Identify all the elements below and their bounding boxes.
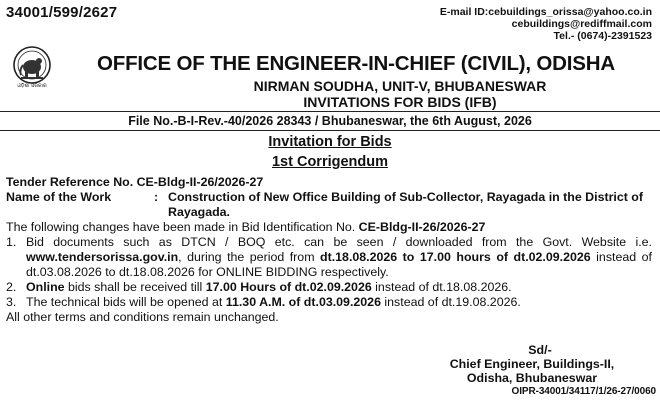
item-number: 2. — [6, 280, 17, 294]
changes-intro — [6, 220, 652, 235]
office-address: NIRMAN SOUDHA, UNIT-V, BHUBANESWAR — [253, 78, 547, 94]
divider — [0, 130, 660, 131]
online-label: Online — [26, 280, 65, 294]
bid-deadline: 17.00 Hours of dt.02.09.2026 — [205, 280, 372, 294]
email-line-2: cebuildings@rediffmail.com — [511, 18, 652, 30]
tender-reference: Tender Reference No. CE-Bldg-II-26/2026-27 — [6, 175, 264, 189]
bid-opening-time: 11.30 A.M. of dt.03.09.2026 — [225, 295, 381, 309]
file-number-line: File No.-B-I-Rev.-40/2026 28343 / Bhubaneswar, the 6th August, 2026 — [128, 114, 532, 128]
work-label: Name of the Work — [6, 190, 112, 204]
work-name: Construction of New Office Building of Sub-Collector, Rayagada in the District of Rayagada. — [168, 190, 644, 219]
item-text — [26, 280, 652, 295]
contact-block — [440, 6, 652, 42]
signatory-designation: Chief Engineer, Buildings-II, — [449, 357, 615, 371]
notice-body — [6, 175, 652, 325]
document-type: INVITATIONS FOR BIDS (IFB) — [303, 94, 497, 110]
signatory-place: Odisha, Bhubaneswar — [466, 371, 598, 385]
changes-intro-text: The following changes have been made in Bid Identification No. — [6, 220, 359, 234]
item-text — [26, 235, 652, 280]
corrigendum-heading: 1st Corrigendum — [271, 154, 388, 170]
telephone: Tel.- (0674)-2391523 — [553, 30, 652, 42]
change-item-3 — [6, 295, 652, 310]
email-line-1: E-mail ID:cebuildings_orissa@yahoo.co.in — [439, 6, 652, 18]
item-text-part: instead of dt.03.08.2026 to dt.18.08.2026 for ONLINE BIDDING respectively. — [26, 250, 652, 279]
invitation-heading: Invitation for Bids — [268, 134, 392, 150]
odisha-emblem-icon — [12, 46, 52, 88]
divider — [0, 111, 660, 112]
bid-identification: CE-Bldg-II-26/2026-27 — [358, 220, 486, 234]
emblem-caption: ଓଡ଼ିଶା ସରକାର — [17, 83, 47, 88]
oipr-number: OIPR-34001/34117/1/26-27/0060 — [511, 386, 656, 397]
closing-statement: All other terms and conditions remain unchanged. — [6, 310, 279, 324]
signature-sd: Sd/- — [528, 343, 552, 357]
download-period: dt.18.08.2026 to 17.00 hours of dt.02.09.2026 — [320, 250, 591, 264]
item-text-part: The technical bids will be opened at — [26, 295, 226, 309]
item-number: 1. — [6, 235, 17, 249]
item-text-part: Bid documents such as DTCN / BOQ etc. can be seen / downloaded from the Govt. Website i.e. — [26, 235, 652, 249]
tender-website: www.tendersorissa.gov.in — [26, 250, 179, 264]
item-text — [26, 295, 652, 310]
work-name-row — [6, 190, 652, 220]
item-text-part: instead of dt.19.08.2026. — [380, 295, 521, 309]
work-colon: : — [154, 190, 159, 204]
change-item-2 — [6, 280, 652, 295]
item-text-part: , during the period from — [178, 250, 321, 264]
notice-number: 34001/599/2627 — [6, 4, 118, 21]
item-text-part: bids shall be received till — [64, 280, 206, 294]
office-title: OFFICE OF THE ENGINEER-IN-CHIEF (CIVIL), ODISHA — [97, 52, 615, 75]
item-number: 3. — [6, 295, 17, 309]
item-text-part: instead of dt.18.08.2026. — [371, 280, 512, 294]
change-item-1 — [6, 235, 652, 280]
